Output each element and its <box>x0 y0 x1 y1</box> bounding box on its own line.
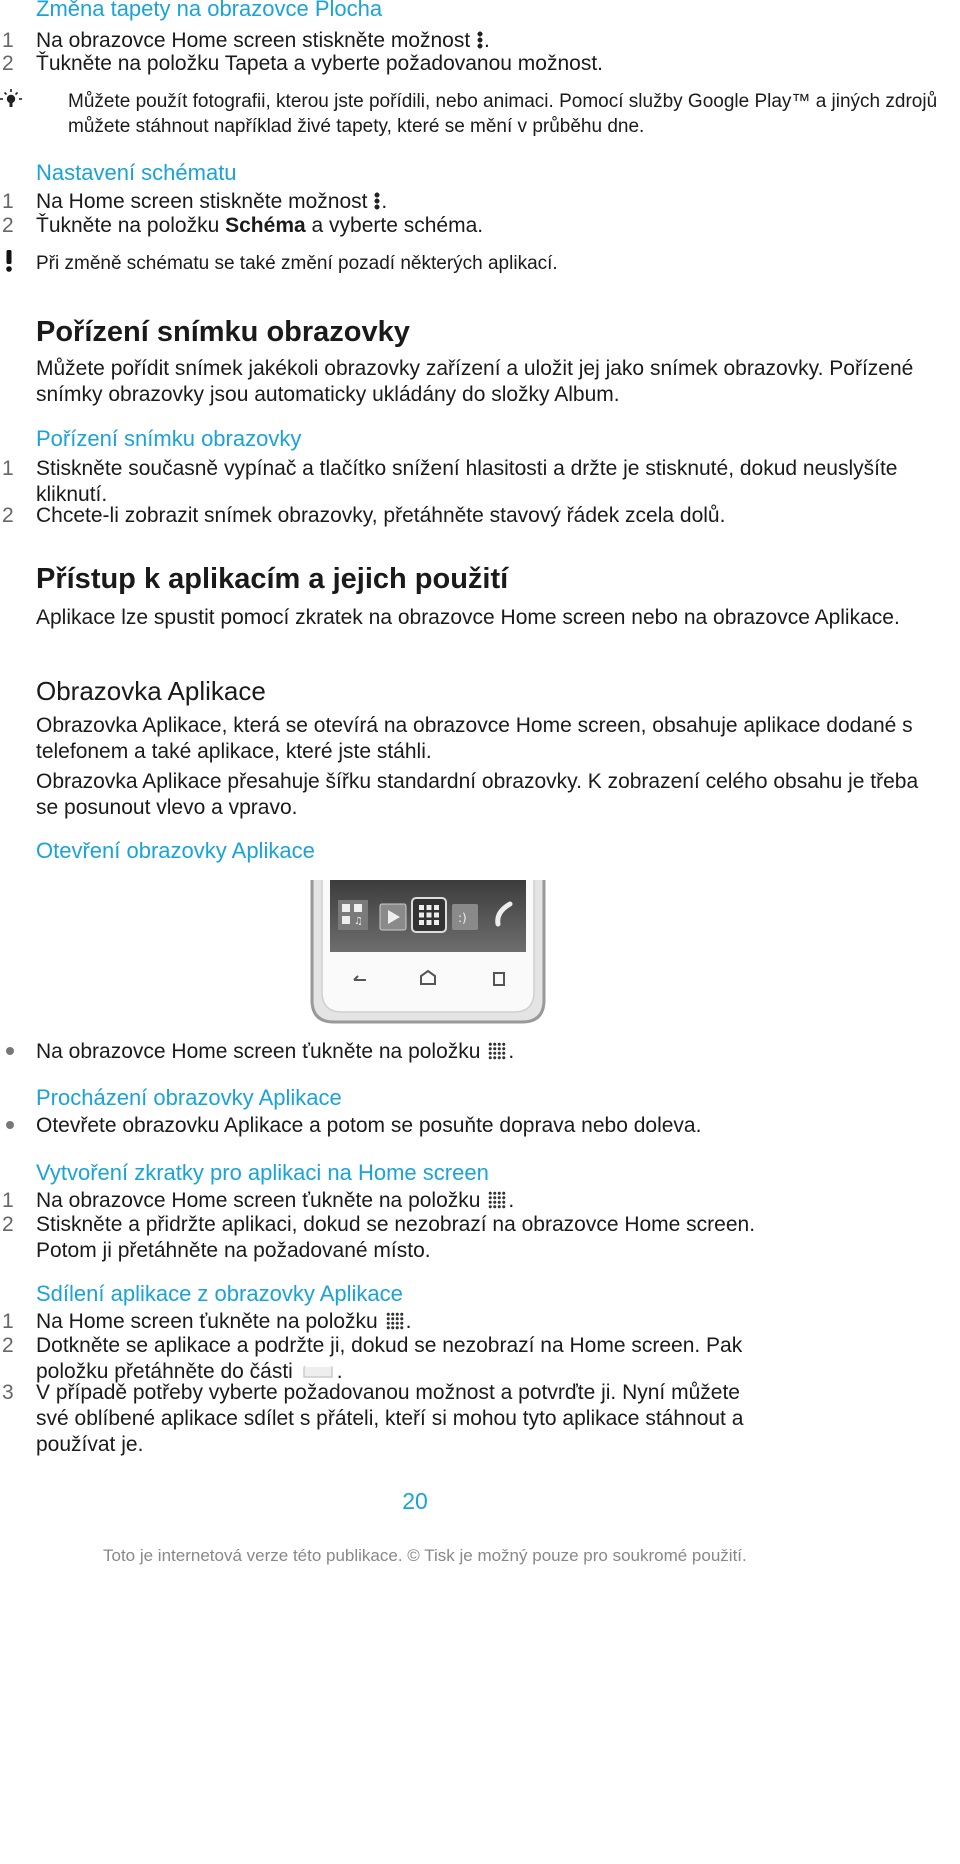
step-number: 2 <box>2 1334 14 1357</box>
svg-text::): :) <box>458 911 467 925</box>
tip-icon <box>0 88 24 112</box>
step-number: 3 <box>2 1381 14 1404</box>
step-text: Na obrazovce Home screen ťukněte na položku <box>36 1189 481 1212</box>
step-number: 1 <box>2 1310 14 1333</box>
phone-illustration <box>308 880 548 1025</box>
subsection-title-apps-screen: Obrazovka Aplikace <box>36 676 266 706</box>
paragraph: Aplikace lze spustit pomocí zkratek na obrazovce Home screen nebo na obrazovce Aplikace. <box>36 606 900 629</box>
step-number: 2 <box>2 1213 14 1236</box>
subheading-browse-apps: Procházení obrazovky Aplikace <box>36 1085 342 1110</box>
menu-icon <box>477 31 483 49</box>
bullet-dot <box>6 1121 14 1129</box>
step-number: 1 <box>2 1189 14 1212</box>
step-item <box>0 1212 920 1264</box>
step-text: Stiskněte a přidržte aplikaci, dokud se nezobrazí na obrazovce Home screen. Potom ji přetáhněte na požadované místo. <box>36 1213 756 1262</box>
step-number: 1 <box>2 457 14 480</box>
apps-grid-icon <box>488 1191 506 1209</box>
step-number: 1 <box>2 190 14 213</box>
subheading-create-shortcut: Vytvoření zkratky pro aplikaci na Home screen <box>36 1160 489 1185</box>
step-text: V případě potřeby vyberte požadovanou možnost a potvrďte ji. Nyní můžete své oblíbené aplikace sdílet s přáteli, kteří si mohou tyto aplikace stáhnout a používat je. <box>36 1381 744 1456</box>
step-number: 2 <box>2 214 14 237</box>
section-title-apps: Přístup k aplikacím a jejich použití <box>36 563 509 595</box>
step-text: Na Home screen stiskněte možnost <box>36 190 368 213</box>
step-bold-term: Schéma <box>225 214 306 237</box>
bullet-dot <box>6 1047 14 1055</box>
apps-grid-icon <box>386 1312 404 1330</box>
step-text: a vyberte schéma. <box>305 214 484 237</box>
step-text: Dotkněte se aplikace a podržte ji, dokud se nezobrazí na Home screen. Pak položku přetáhněte do části <box>36 1334 743 1383</box>
section-title-screenshot: Pořízení snímku obrazovky <box>36 316 410 348</box>
step-bold-term: Tapeta <box>224 52 288 75</box>
tip-text: Můžete použít fotografii, kterou jste pořídili, nebo animaci. Pomocí služby Google Play™ a jiných zdrojů můžete stáhnout například živé tapety, které se mění v průběhu dne. <box>68 91 938 137</box>
svg-text:♫: ♫ <box>354 916 363 927</box>
share-icon <box>301 1361 335 1381</box>
step-number: 2 <box>2 52 14 75</box>
warning-icon <box>4 249 14 273</box>
step-item: 2 Dotkněte se aplikace a podržte ji, dokud se nezobrazí na Home screen. Pak položku přetáhněte do části . <box>2 1334 743 1383</box>
step-text: a vyberte požadovanou možnost. <box>287 52 604 75</box>
bullet-item: Otevřete obrazovku Aplikace a potom se posuňte doprava nebo doleva. <box>36 1114 702 1137</box>
paragraph: Obrazovka Aplikace, která se otevírá na obrazovce Home screen, obsahuje aplikace dodané s telefonem a také aplikace, které jste stáhli. <box>36 714 913 763</box>
bullet-item: Na obrazovce Home screen ťukněte na položku . <box>36 1040 515 1063</box>
section-heading-wallpaper: Změna tapety na obrazovce Plocha <box>36 0 383 21</box>
subheading-open-apps: Otevření obrazovky Aplikace <box>36 838 315 863</box>
step-number: 2 <box>2 504 14 527</box>
paragraph: Můžete pořídit snímek jakékoli obrazovky zařízení a uložit jej jako snímek obrazovky. Pořízené snímky obrazovky jsou automaticky ukládány do složky Album. <box>36 357 914 406</box>
step-item <box>0 456 900 508</box>
step-text: Chcete-li zobrazit snímek obrazovky, přetáhněte stavový řádek zcela dolů. <box>36 504 726 527</box>
page-number: 20 <box>402 1488 428 1514</box>
step-text: Na Home screen ťukněte na položku <box>36 1310 378 1333</box>
subheading-share-app: Sdílení aplikace z obrazovky Aplikace <box>36 1281 403 1306</box>
menu-icon <box>374 192 380 210</box>
bullet-text: Na obrazovce Home screen ťukněte na položku <box>36 1040 481 1063</box>
footer-text: Toto je internetová verze této publikace. © Tisk je možný pouze pro soukromé použití. <box>103 1546 747 1565</box>
step-text: Ťukněte na položku <box>36 214 226 237</box>
section-heading-scheme: Nastavení schématu <box>36 160 237 185</box>
paragraph: Obrazovka Aplikace přesahuje šířku standardní obrazovky. K zobrazení celého obsahu je třeba se posunout vlevo a vpravo. <box>36 770 919 819</box>
note-text: Při změně schématu se také změní pozadí některých aplikací. <box>36 253 558 274</box>
apps-grid-icon <box>488 1042 506 1060</box>
step-item <box>0 1380 920 1458</box>
subheading-take-screenshot: Pořízení snímku obrazovky <box>36 426 302 451</box>
step-text: Na obrazovce Home screen stiskněte možnost <box>36 29 471 52</box>
step-text: Stiskněte současně vypínač a tlačítko snížení hlasitosti a držte je stisknuté, dokud neuslyšíte kliknutí. <box>36 457 898 506</box>
step-number: 1 <box>2 29 14 52</box>
step-text: Ťukněte na položku <box>36 52 225 75</box>
